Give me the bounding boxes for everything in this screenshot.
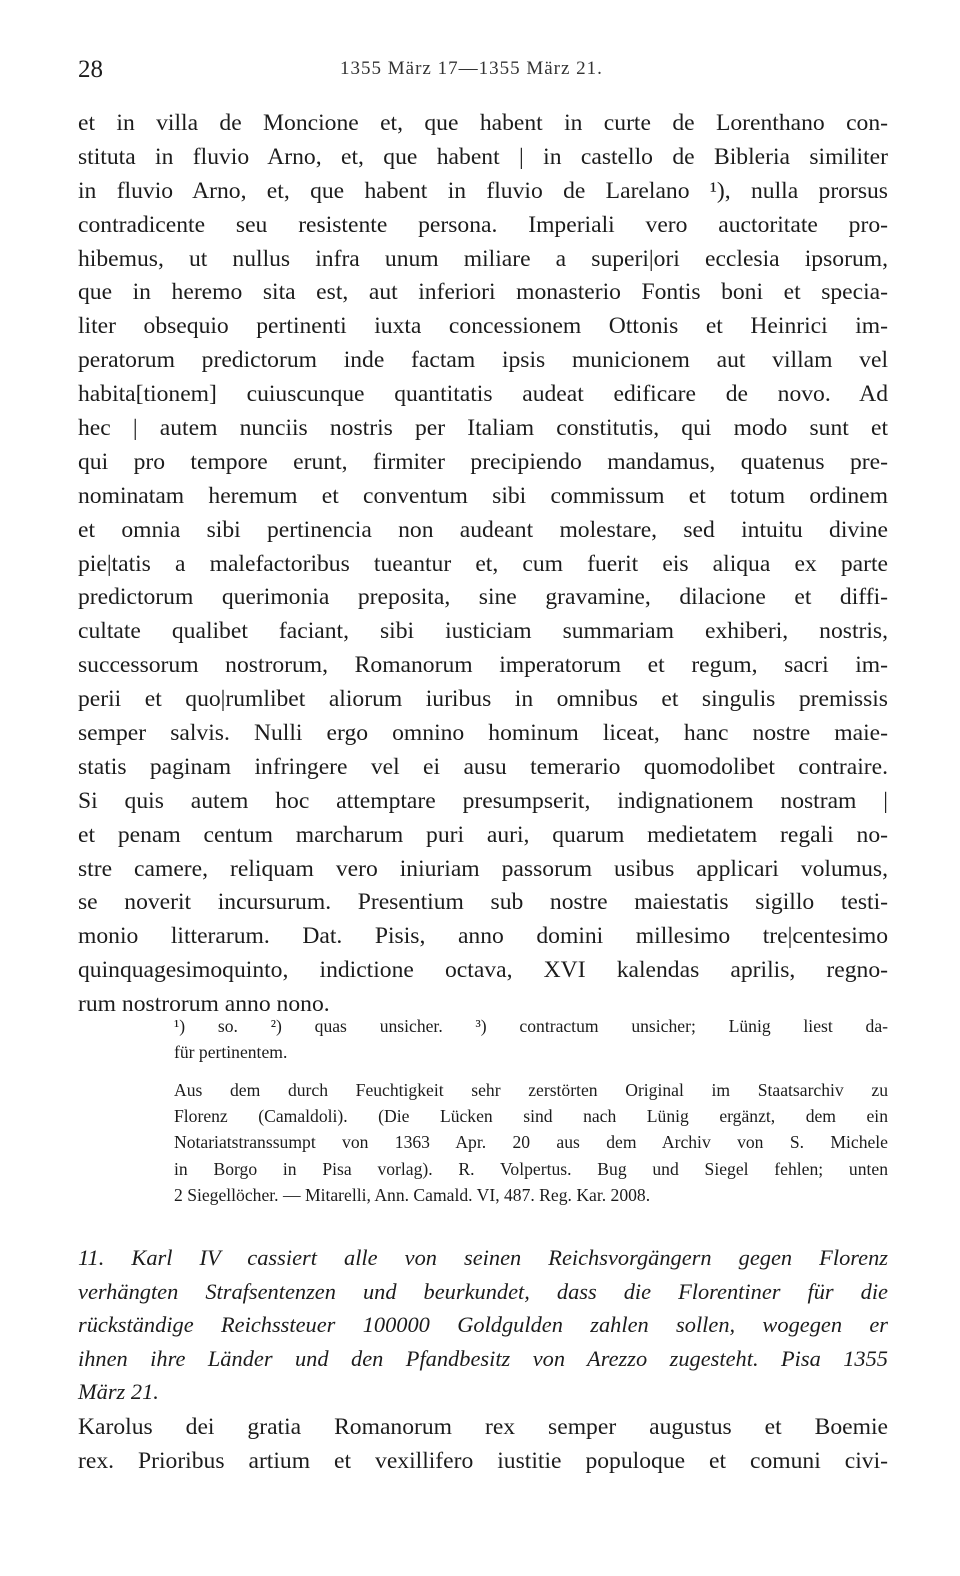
text-line: stre camere, reliquam vero iniuriam passorum usibus applicari volumus,: [78, 855, 888, 882]
text-line: stituta in fluvio Arno, et, que habent | in castello de Bibleria similiter: [78, 143, 888, 170]
text-line: in fluvio Arno, et, que habent in fluvio de Larelano ¹), nulla prorsus: [78, 177, 888, 204]
text-line: statis paginam infringere vel ei ausu temerario quomodolibet contraire.: [78, 753, 888, 780]
text-line: hec | autem nunciis nostris per Italiam constitutis, qui modo sunt et: [78, 415, 888, 442]
text-line: nominatam heremum et conventum sibi commissum et totum ordinem: [78, 482, 888, 509]
regest-line: rückständige Reichssteuer 100000 Goldgulden zahlen sollen, wogegen er: [78, 1312, 888, 1338]
text-line: habita[tionem] cuiuscunque quantitatis audeat edificare de novo. Ad: [78, 381, 888, 408]
charter-text: [78, 107, 888, 1022]
footnotes: [78, 1013, 888, 1065]
text-line: peratorum predictorum inde factam ipsis municionem aut villam vel: [78, 347, 888, 374]
source-note-line: Florenz (Camaldoli). (Die Lücken sind nach Lünig ergänzt, dem ein: [174, 1106, 888, 1127]
text-line: Karolus dei gratia Romanorum rex semper augustus et Boemie: [78, 1414, 888, 1440]
source-note: [174, 1077, 888, 1208]
text-line: rex. Prioribus artium et vexillifero iustitie populoque et comuni civi-: [78, 1448, 888, 1474]
text-line: pie|tatis a malefactoribus tueantur et, cum fuerit eis aliqua ex parte: [78, 550, 888, 577]
text-line: predictorum querimonia preposita, sine gravamine, dilacione et diffi-: [78, 584, 888, 611]
text-line: semper salvis. Nulli ergo omnino hominum liceat, hanc nostre maie-: [78, 720, 888, 747]
text-line: successorum nostrorum, Romanorum imperatorum et regum, sacri im-: [78, 652, 888, 679]
document-beginning: [78, 1410, 888, 1478]
footnote-line: ¹) so. ²) quas unsicher. ³) contractum unsicher; Lünig liest da-: [174, 1016, 888, 1036]
page-header: [78, 56, 888, 90]
text-line: Si quis autem hoc attemptare presumpserit, indignationem nostram |: [78, 787, 888, 814]
source-note-line: 2 Siegellöcher. — Mitarelli, Ann. Camald. VI, 487. Reg. Kar. 2008.: [174, 1184, 651, 1205]
regest-line: 11. Karl IV cassiert alle von seinen Reichsvorgängern gegen Florenz: [78, 1245, 888, 1270]
text-line: qui pro tempore erunt, firmiter precipiendo mandamus, quatenus pre-: [78, 448, 888, 475]
text-line: se noverit incursurum. Presentium sub nostre maiestatis sigillo testi-: [78, 889, 888, 916]
regest-line: März 21.: [78, 1379, 159, 1405]
text-line: hibemus, ut nullus infra unum miliare a superi|ori ecclesia ipsorum,: [78, 245, 888, 272]
footnote-line: für pertinentem.: [174, 1042, 288, 1062]
regest-heading: [78, 1241, 888, 1409]
text-line: que in heremo sita est, aut inferiori monasterio Fontis boni et specia-: [78, 279, 888, 306]
text-line: et omnia sibi pertinencia non audeant molestare, sed intuitu divine: [78, 516, 888, 543]
text-line: contradicente seu resistente persona. Imperiali vero auctoritate pro-: [78, 211, 888, 238]
text-line: rum nostrorum anno nono.: [78, 991, 330, 1018]
text-line: perii et quo|rumlibet aliorum iuribus in omnibus et singulis premissis: [78, 686, 888, 713]
source-note-line: Notariatstranssumpt von 1363 Apr. 20 aus dem Archiv von S. Michele: [174, 1132, 888, 1153]
text-line: cultate qualibet faciant, sibi iusticiam summariam exhiberi, nostris,: [78, 618, 888, 645]
regest-line: verhängten Strafsentenzen und beurkundet, dass die Florentiner für die: [78, 1278, 888, 1304]
text-line: monio litterarum. Dat. Pisis, anno domini millesimo tre|centesimo: [78, 923, 888, 950]
running-head-dates: 1355 März 17—1355 März 21.: [340, 58, 603, 79]
text-line: liter obsequio pertinenti iuxta concessionem Ottonis et Heinrici im-: [78, 313, 888, 340]
text-line: quinquagesimoquinto, indictione octava, XVI kalendas aprilis, regno-: [78, 957, 888, 984]
regest-line: ihnen ihre Länder und den Pfandbesitz von Arezzo zugesteht. Pisa 1355: [78, 1345, 888, 1371]
source-note-line: in Borgo in Pisa vorlag). R. Volpertus. Bug und Siegel fehlen; unten: [174, 1158, 888, 1179]
text-line: et penam centum marcharum puri auri, quarum medietatem regali no-: [78, 821, 888, 848]
text-line: et in villa de Moncione et, que habent in curte de Lorenthano con-: [78, 110, 888, 136]
source-note-line: Aus dem durch Feuchtigkeit sehr zerstörten Original im Staatsarchiv zu: [174, 1080, 888, 1100]
page-number: 28: [78, 56, 103, 83]
